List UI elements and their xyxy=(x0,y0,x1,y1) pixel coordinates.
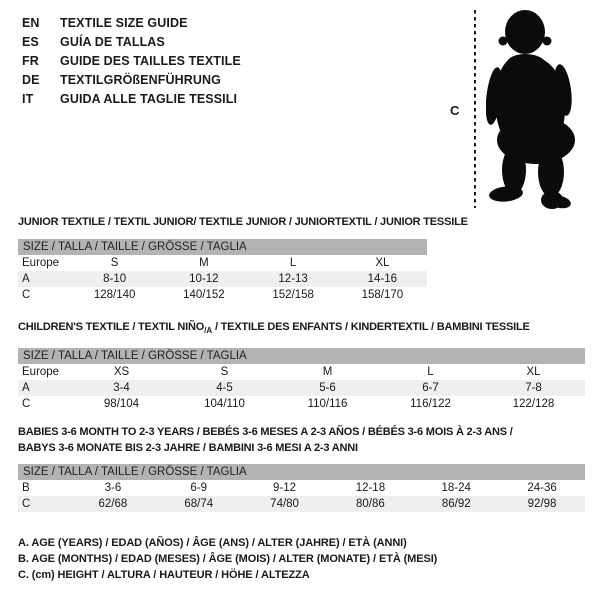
table-cell: XS xyxy=(113,366,130,378)
table-row xyxy=(18,380,585,396)
footnote-line: B. AGE (MONTHS) / EDAD (MESES) / ÂGE (MOIS) / ALTER (MONATE) / ETÀ (MESI) xyxy=(18,553,438,565)
table-cell: 3-6 xyxy=(104,482,122,494)
children-size-table xyxy=(18,348,585,412)
table-cell: 7-8 xyxy=(525,382,542,394)
language-title: GUIDE DES TAILLES TEXTILE xyxy=(60,53,241,68)
table-cell: 116/122 xyxy=(410,398,451,410)
table-cell: 152/158 xyxy=(272,289,314,301)
size-header-bar: SIZE / TALLA / TAILLE / GRÖSSE / TAGLIA xyxy=(18,239,427,255)
measure-key-footnotes xyxy=(18,535,437,583)
language-row xyxy=(22,51,241,70)
junior-size-table xyxy=(18,239,427,303)
footnote-line: A. AGE (YEARS) / EDAD (AÑOS) / ÂGE (ANS) / ALTER (JAHRE) / ETÀ (ANNI) xyxy=(18,537,407,549)
table-cell: 6-9 xyxy=(190,482,208,494)
table-cell: 98/104 xyxy=(103,398,140,410)
table-cell: S xyxy=(220,366,229,378)
table-cell: 4-5 xyxy=(216,382,233,394)
table-cell: 122/128 xyxy=(512,398,555,410)
table-title-segment: BABIES 3-6 MONTH TO 2-3 YEARS / BEBÉS 3-6 MESES A 2-3 AÑOS / BÉBÉS 3-6 MOIS À 2-3 ANS / xyxy=(18,426,513,438)
table-cell: 3-4 xyxy=(113,382,130,394)
language-row xyxy=(22,13,241,32)
table-cell: 10-12 xyxy=(189,273,219,285)
table-cell: 158/170 xyxy=(361,289,404,301)
table-cell: 18-24 xyxy=(441,482,471,494)
height-measure-dashed-line xyxy=(474,10,476,208)
table-cell: XL xyxy=(375,257,390,269)
table-row xyxy=(18,255,427,271)
table-cell: 12-18 xyxy=(355,482,386,494)
row-label: Europe xyxy=(22,366,60,378)
row-label: B xyxy=(22,482,30,494)
language-code: ES xyxy=(22,34,39,49)
table-cell: 12-13 xyxy=(278,273,308,285)
language-title-list xyxy=(22,13,241,108)
table-cell: 86/92 xyxy=(441,498,471,510)
table-title-segment: CHILDREN'S TEXTILE / TEXTIL NIÑO xyxy=(18,321,205,333)
table-cell: 80/86 xyxy=(356,498,385,510)
table-cell: 14-16 xyxy=(367,273,398,285)
table-cell: 104/110 xyxy=(204,398,245,410)
table-cell: 5-6 xyxy=(319,382,336,394)
table-cell: 8-10 xyxy=(103,273,127,285)
language-code: EN xyxy=(22,15,40,30)
table-row xyxy=(18,287,427,303)
table-cell: 74/80 xyxy=(270,498,299,510)
table-cell: 9-12 xyxy=(273,482,297,494)
row-label: Europe xyxy=(22,257,60,269)
row-label: A xyxy=(22,382,30,394)
row-label: A xyxy=(22,273,30,285)
table-cell: S xyxy=(110,257,119,269)
footnote-line: C. (cm) HEIGHT / ALTURA / HAUTEUR / HÖHE / ALTEZZA xyxy=(18,569,310,581)
table-cell: 62/68 xyxy=(98,498,128,510)
children-table-title xyxy=(18,319,530,339)
baby-silhouette-icon xyxy=(486,8,580,210)
language-title: TEXTILGRÖßENFÜHRUNG xyxy=(60,72,221,87)
table-row xyxy=(18,396,585,412)
table-cell: 68/74 xyxy=(184,498,214,510)
language-title: GUÍA DE TALLAS xyxy=(60,34,165,49)
height-measure-label: C xyxy=(450,103,460,118)
row-label: C xyxy=(22,289,31,301)
table-cell: 110/116 xyxy=(307,398,348,410)
table-cell: 24-36 xyxy=(527,482,557,494)
row-label: C xyxy=(22,498,31,510)
language-code: FR xyxy=(22,53,39,68)
junior-table-title xyxy=(18,214,468,230)
table-title-segment: / TEXTILE DES ENFANTS / KINDERTEXTIL / BAMBINI TESSILE xyxy=(212,321,530,333)
table-title-line2: BABYS 3-6 MONATE BIS 2-3 JAHRE / BAMBINI 3-6 MESI A 2-3 ANNI xyxy=(18,442,358,454)
table-cell: 92/98 xyxy=(527,498,557,510)
table-title-segment: JUNIOR TEXTILE / TEXTIL JUNIOR/ TEXTILE JUNIOR / JUNIORTEXTIL / JUNIOR TESSILE xyxy=(18,216,468,228)
language-code: DE xyxy=(22,72,40,87)
language-code: IT xyxy=(22,91,34,106)
table-cell: L xyxy=(289,257,297,269)
language-row xyxy=(22,32,241,51)
table-cell: 128/140 xyxy=(93,289,136,301)
table-cell: M xyxy=(199,257,209,269)
row-label: C xyxy=(22,398,31,410)
table-cell: L xyxy=(427,366,434,378)
language-row xyxy=(22,89,241,108)
table-row xyxy=(18,271,427,287)
table-title-segment: /A xyxy=(204,326,213,335)
language-title: TEXTILE SIZE GUIDE xyxy=(60,15,188,30)
table-row xyxy=(18,496,585,512)
size-header-bar: SIZE / TALLA / TAILLE / GRÖSSE / TAGLIA xyxy=(18,348,585,364)
table-row xyxy=(18,480,585,496)
table-row xyxy=(18,364,585,380)
language-row xyxy=(22,70,241,89)
size-header-bar: SIZE / TALLA / TAILLE / GRÖSSE / TAGLIA xyxy=(18,464,585,480)
babies-table-title xyxy=(18,424,513,456)
table-cell: 140/152 xyxy=(183,289,225,301)
babies-size-table xyxy=(18,464,585,512)
table-cell: XL xyxy=(526,366,541,378)
table-cell: 6-7 xyxy=(422,382,439,394)
table-cell: M xyxy=(322,366,333,378)
language-title: GUIDA ALLE TAGLIE TESSILI xyxy=(60,91,238,106)
